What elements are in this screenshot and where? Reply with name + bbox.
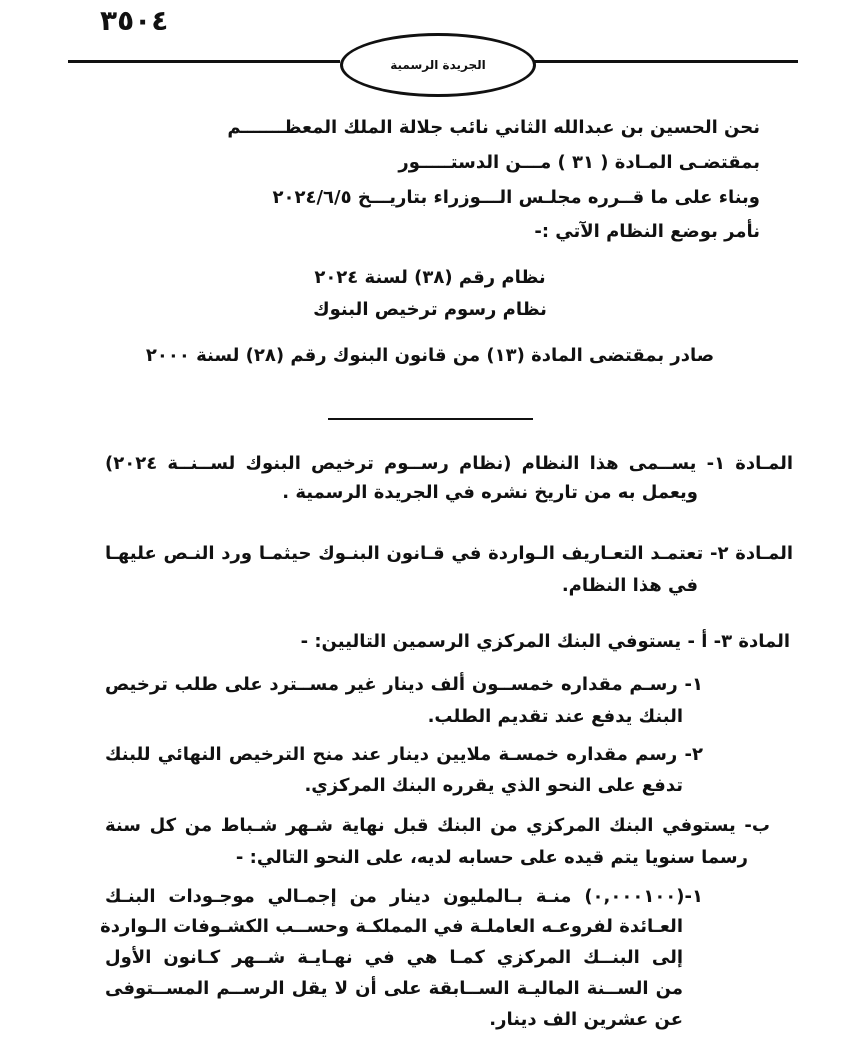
preamble-line: بمقتضـى المـادة ( ٣١ ) مـــن الدستـــــور — [398, 152, 760, 173]
article-3-section-b: ب- يستوفي البنك المركزي من البنك قبل نهاية شـهر شـباط من كل سنة — [105, 815, 770, 836]
preamble-line: نحن الحسين بن عبدالله الثاني نائب جلالة الملك المعظـــــــم — [227, 117, 760, 138]
separator-rule — [328, 418, 533, 420]
preamble-line: نأمر بوضع النظام الآتي :- — [534, 221, 760, 242]
article-1-text: ويعمل به من تاريخ نشره في الجريدة الرسمية . — [282, 482, 698, 503]
gazette-seal — [340, 33, 536, 97]
preamble-line: وبناء على ما قــرره مجلـس الـــوزراء بتاريـــخ ٢٠٢٤/٦/٥ — [272, 187, 760, 208]
article-3-b-item-1: ١-(٠,٠٠٠١٠٠) منـة بـالمليون دينار من إجمـالي موجـودات البنـك — [105, 886, 703, 907]
article-3-item-2: تدفع على النحو الذي يقرره البنك المركزي. — [304, 775, 683, 796]
article-2-text: في هذا النظام. — [561, 575, 698, 596]
article-1-text: المـادة ١- يســمى هذا النظام (نظام رســوم ترخيص البنوك لســنــة ٢٠٢٤) — [105, 453, 793, 474]
article-3-item-1: البنك يدفع عند تقديم الطلب. — [427, 706, 683, 727]
header-rule-right — [530, 60, 798, 63]
page-number: ٣٥٠٤ — [100, 4, 169, 37]
article-3-item-1: ١- رسـم مقداره خمســون ألف دينار غير مســترد على طلب ترخيص — [105, 674, 703, 695]
article-3-section-b: رسما سنويا يتم قيده على حسابه لديه، على النحو التالي: - — [235, 847, 748, 868]
article-3-b-item-1: من الســنة الماليـة الســابقة على أن لا يقل الرســم المســتوفى — [105, 978, 683, 999]
header-rule-left — [68, 60, 340, 63]
gazette-seal-text: الجريدة الرسمية — [390, 58, 486, 72]
article-3-item-2: ٢- رسم مقداره خمسـة ملايين دينار عند منح الترخيص النهائي للبنك — [105, 744, 703, 765]
regulation-title: نظام رسوم ترخيص البنوك — [313, 299, 547, 320]
regulation-number: نظام رقم (٣٨) لسنة ٢٠٢٤ — [314, 267, 546, 288]
issued-under: صادر بمقتضى المادة (١٣) من قانون البنوك رقم (٢٨) لسنة ٢٠٠٠ — [145, 345, 715, 366]
article-3-b-item-1: العـائدة لفروعـه العاملـة في المملكـة وحســب الكشـوفات الـواردة — [100, 916, 683, 937]
article-2-text: المـادة ٢- تعتمـد التعـاريف الـواردة في قـانون البنـوك حيثمـا ورد النـص عليهـا — [105, 543, 793, 564]
article-3-b-item-1: إلى البنــك المركزي كمـا هي في نهـايـة شــهر كـانون الأول — [105, 947, 683, 968]
article-3-heading: المادة ٣- أ - يستوفي البنك المركزي الرسمين التاليين: - — [300, 631, 790, 652]
article-3-b-item-1: عن عشرين الف دينار. — [489, 1009, 683, 1030]
